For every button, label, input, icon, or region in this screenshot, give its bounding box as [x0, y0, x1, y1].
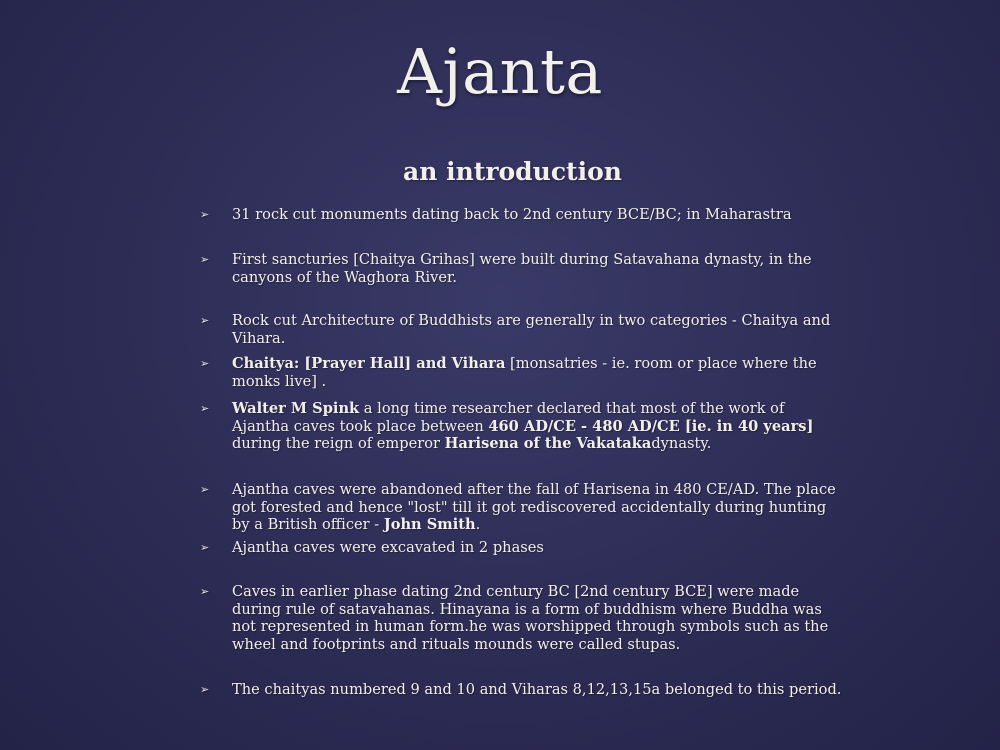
- bullet-item: [200, 400, 845, 453]
- bullet-item: [200, 251, 845, 286]
- bullet-bold-text: Harisena of the Vakataka: [444, 435, 652, 452]
- bullet-text: a long time researcher declared that most of the work of Ajantha caves took place between: [232, 400, 785, 435]
- bullet-item: [200, 681, 845, 699]
- bullet-text: 31 rock cut monuments dating back to 2nd century BCE/BC; in Maharastra: [232, 206, 792, 223]
- bullet-text: dynasty.: [651, 435, 712, 452]
- bullet-arrow-icon: ➢: [200, 541, 210, 554]
- bullet-text: The chaityas numbered 9 and 10 and Viharas 8,12,13,15a belonged to this period.: [232, 681, 842, 698]
- bullet-text: Caves in earlier phase dating 2nd century BC [2nd century BCE] were made during rule of satavahanas. Hinayana is a form of buddhism where Buddha was not represented in human form.he was worshipped through symbols such as the wheel and footprints and rituals mounds were called stupas.: [232, 583, 829, 653]
- slide-title: Ajanta: [397, 35, 603, 108]
- bullet-text: Ajantha caves were abandoned after the fall of Harisena in 480 CE/AD. The place got forested and hence "lost" till it got rediscovered accidentally during hunting by a British officer -: [232, 481, 836, 533]
- bullet-bold-text: 460 AD/CE - 480 AD/CE [ie. in 40 years]: [488, 417, 814, 435]
- bullet-text: [monsatries - ie. room or place where the monks live] .: [232, 355, 817, 390]
- bullet-item: [200, 539, 845, 557]
- bullet-item: [200, 481, 845, 534]
- bullet-text: Rock cut Architecture of Buddhists are generally in two categories - Chaitya and Vihara.: [232, 312, 831, 347]
- bullet-bold-text: Chaitya: [Prayer Hall] and Vihara: [232, 355, 506, 372]
- bullet-arrow-icon: ➢: [200, 585, 210, 598]
- bullet-item: [200, 583, 845, 653]
- bullet-bold-text: John Smith: [383, 516, 476, 533]
- bullet-item: [200, 355, 845, 390]
- bullet-arrow-icon: ➢: [200, 208, 210, 221]
- bullet-arrow-icon: ➢: [200, 483, 210, 496]
- bullet-arrow-icon: ➢: [200, 314, 210, 327]
- bullet-arrow-icon: ➢: [200, 683, 210, 696]
- bullet-text: First sancturies [Chaitya Grihas] were built during Satavahana dynasty, in the canyons of the Waghora River.: [232, 251, 812, 286]
- bullet-arrow-icon: ➢: [200, 402, 210, 415]
- bullet-bold-text: Walter M Spink: [232, 400, 360, 417]
- bullet-item: [200, 206, 845, 224]
- bullet-item: [200, 312, 845, 347]
- bullet-text: Ajantha caves were excavated in 2 phases: [232, 539, 544, 556]
- bullet-text: during the reign of emperor: [232, 435, 445, 452]
- bullet-arrow-icon: ➢: [200, 357, 210, 370]
- slide-subtitle: an introduction: [403, 157, 622, 186]
- bullet-text: .: [475, 516, 481, 533]
- bullet-arrow-icon: ➢: [200, 253, 210, 266]
